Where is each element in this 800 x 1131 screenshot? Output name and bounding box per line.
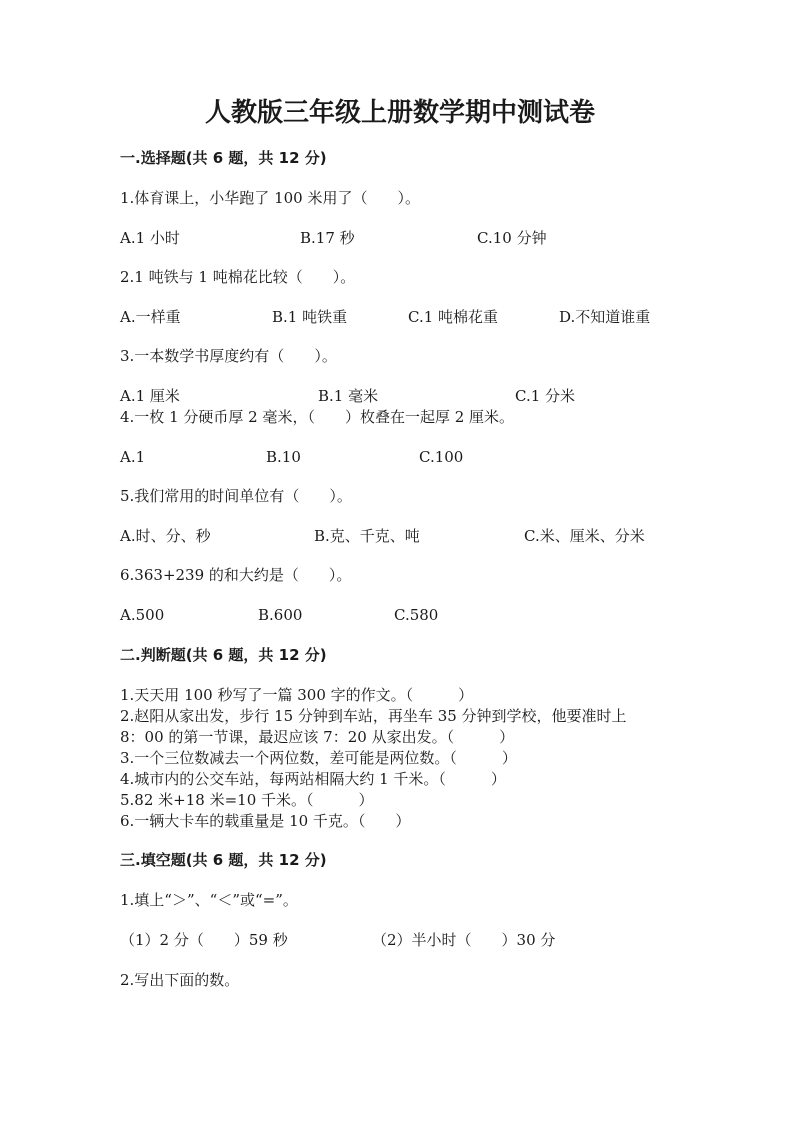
- question-stem: 2.写出下面的数。: [120, 971, 240, 989]
- statement-line: 8：00 的第一节课，最迟应该 7：20 从家出发。（ ）: [120, 728, 515, 746]
- option-b: B.17 秒: [300, 229, 355, 247]
- option-b: B.1 毫米: [318, 387, 379, 405]
- statement-line: 1.天天用 100 秒写了一篇 300 字的作文。（ ）: [120, 686, 474, 704]
- sub-question: （2）半小时（ ）30 分: [372, 931, 556, 949]
- option-a: A.1: [120, 448, 146, 466]
- question-stem: 5.我们常用的时间单位有（ ）。: [120, 487, 352, 505]
- option-b: B.10: [266, 448, 301, 466]
- question-stem: 1.填上“＞”、“＜”或“=”。: [120, 891, 298, 909]
- option-b: B.克、千克、吨: [314, 527, 420, 545]
- question-stem: 3.一本数学书厚度约有（ ）。: [120, 347, 337, 365]
- option-c: C.10 分钟: [477, 229, 547, 247]
- statement-line: 5.82 米+18 米=10 千米。（ ）: [120, 791, 374, 809]
- section-heading-judgment: 二.判断题(共 6 题，共 12 分): [120, 646, 327, 664]
- option-a: A.1 厘米: [120, 387, 180, 405]
- statement-line: 4.城市内的公交车站，每两站相隔大约 1 千米。（ ）: [120, 770, 506, 788]
- option-c: C.580: [394, 606, 439, 624]
- sub-question: （1）2 分（ ）59 秒: [120, 931, 288, 949]
- statement-line: 3.一个三位数减去一个两位数，差可能是两位数。（ ）: [120, 749, 517, 767]
- option-a: A.一样重: [120, 308, 181, 326]
- option-b: B.600: [258, 606, 303, 624]
- option-c: C.1 吨棉花重: [408, 308, 499, 326]
- statement-line: 6.一辆大卡车的载重量是 10 千克。（ ）: [120, 812, 411, 830]
- option-a: A.1 小时: [120, 229, 180, 247]
- section-heading-choice: 一.选择题(共 6 题，共 12 分): [120, 149, 327, 167]
- option-c: C.100: [419, 448, 464, 466]
- question-stem: 1.体育课上，小华跑了 100 米用了（ ）。: [120, 189, 420, 207]
- option-a: A.时、分、秒: [120, 527, 211, 545]
- question-stem: 4.一枚 1 分硬币厚 2 毫米，（ ）枚叠在一起厚 2 厘米。: [120, 408, 515, 426]
- page-title: 人教版三年级上册数学期中测试卷: [204, 98, 595, 128]
- question-stem: 6.363+239 的和大约是（ ）。: [120, 566, 352, 584]
- section-heading-fill: 三.填空题(共 6 题，共 12 分): [120, 851, 327, 869]
- option-d: D.不知道谁重: [559, 308, 651, 326]
- option-c: C.米、厘米、分米: [524, 527, 645, 545]
- question-stem: 2.1 吨铁与 1 吨棉花比较（ ）。: [120, 268, 356, 286]
- option-b: B.1 吨铁重: [272, 308, 348, 326]
- statement-line: 2.赵阳从家出发，步行 15 分钟到车站，再坐车 35 分钟到学校，他要准时上: [120, 707, 627, 725]
- option-c: C.1 分米: [515, 387, 576, 405]
- option-a: A.500: [120, 606, 165, 624]
